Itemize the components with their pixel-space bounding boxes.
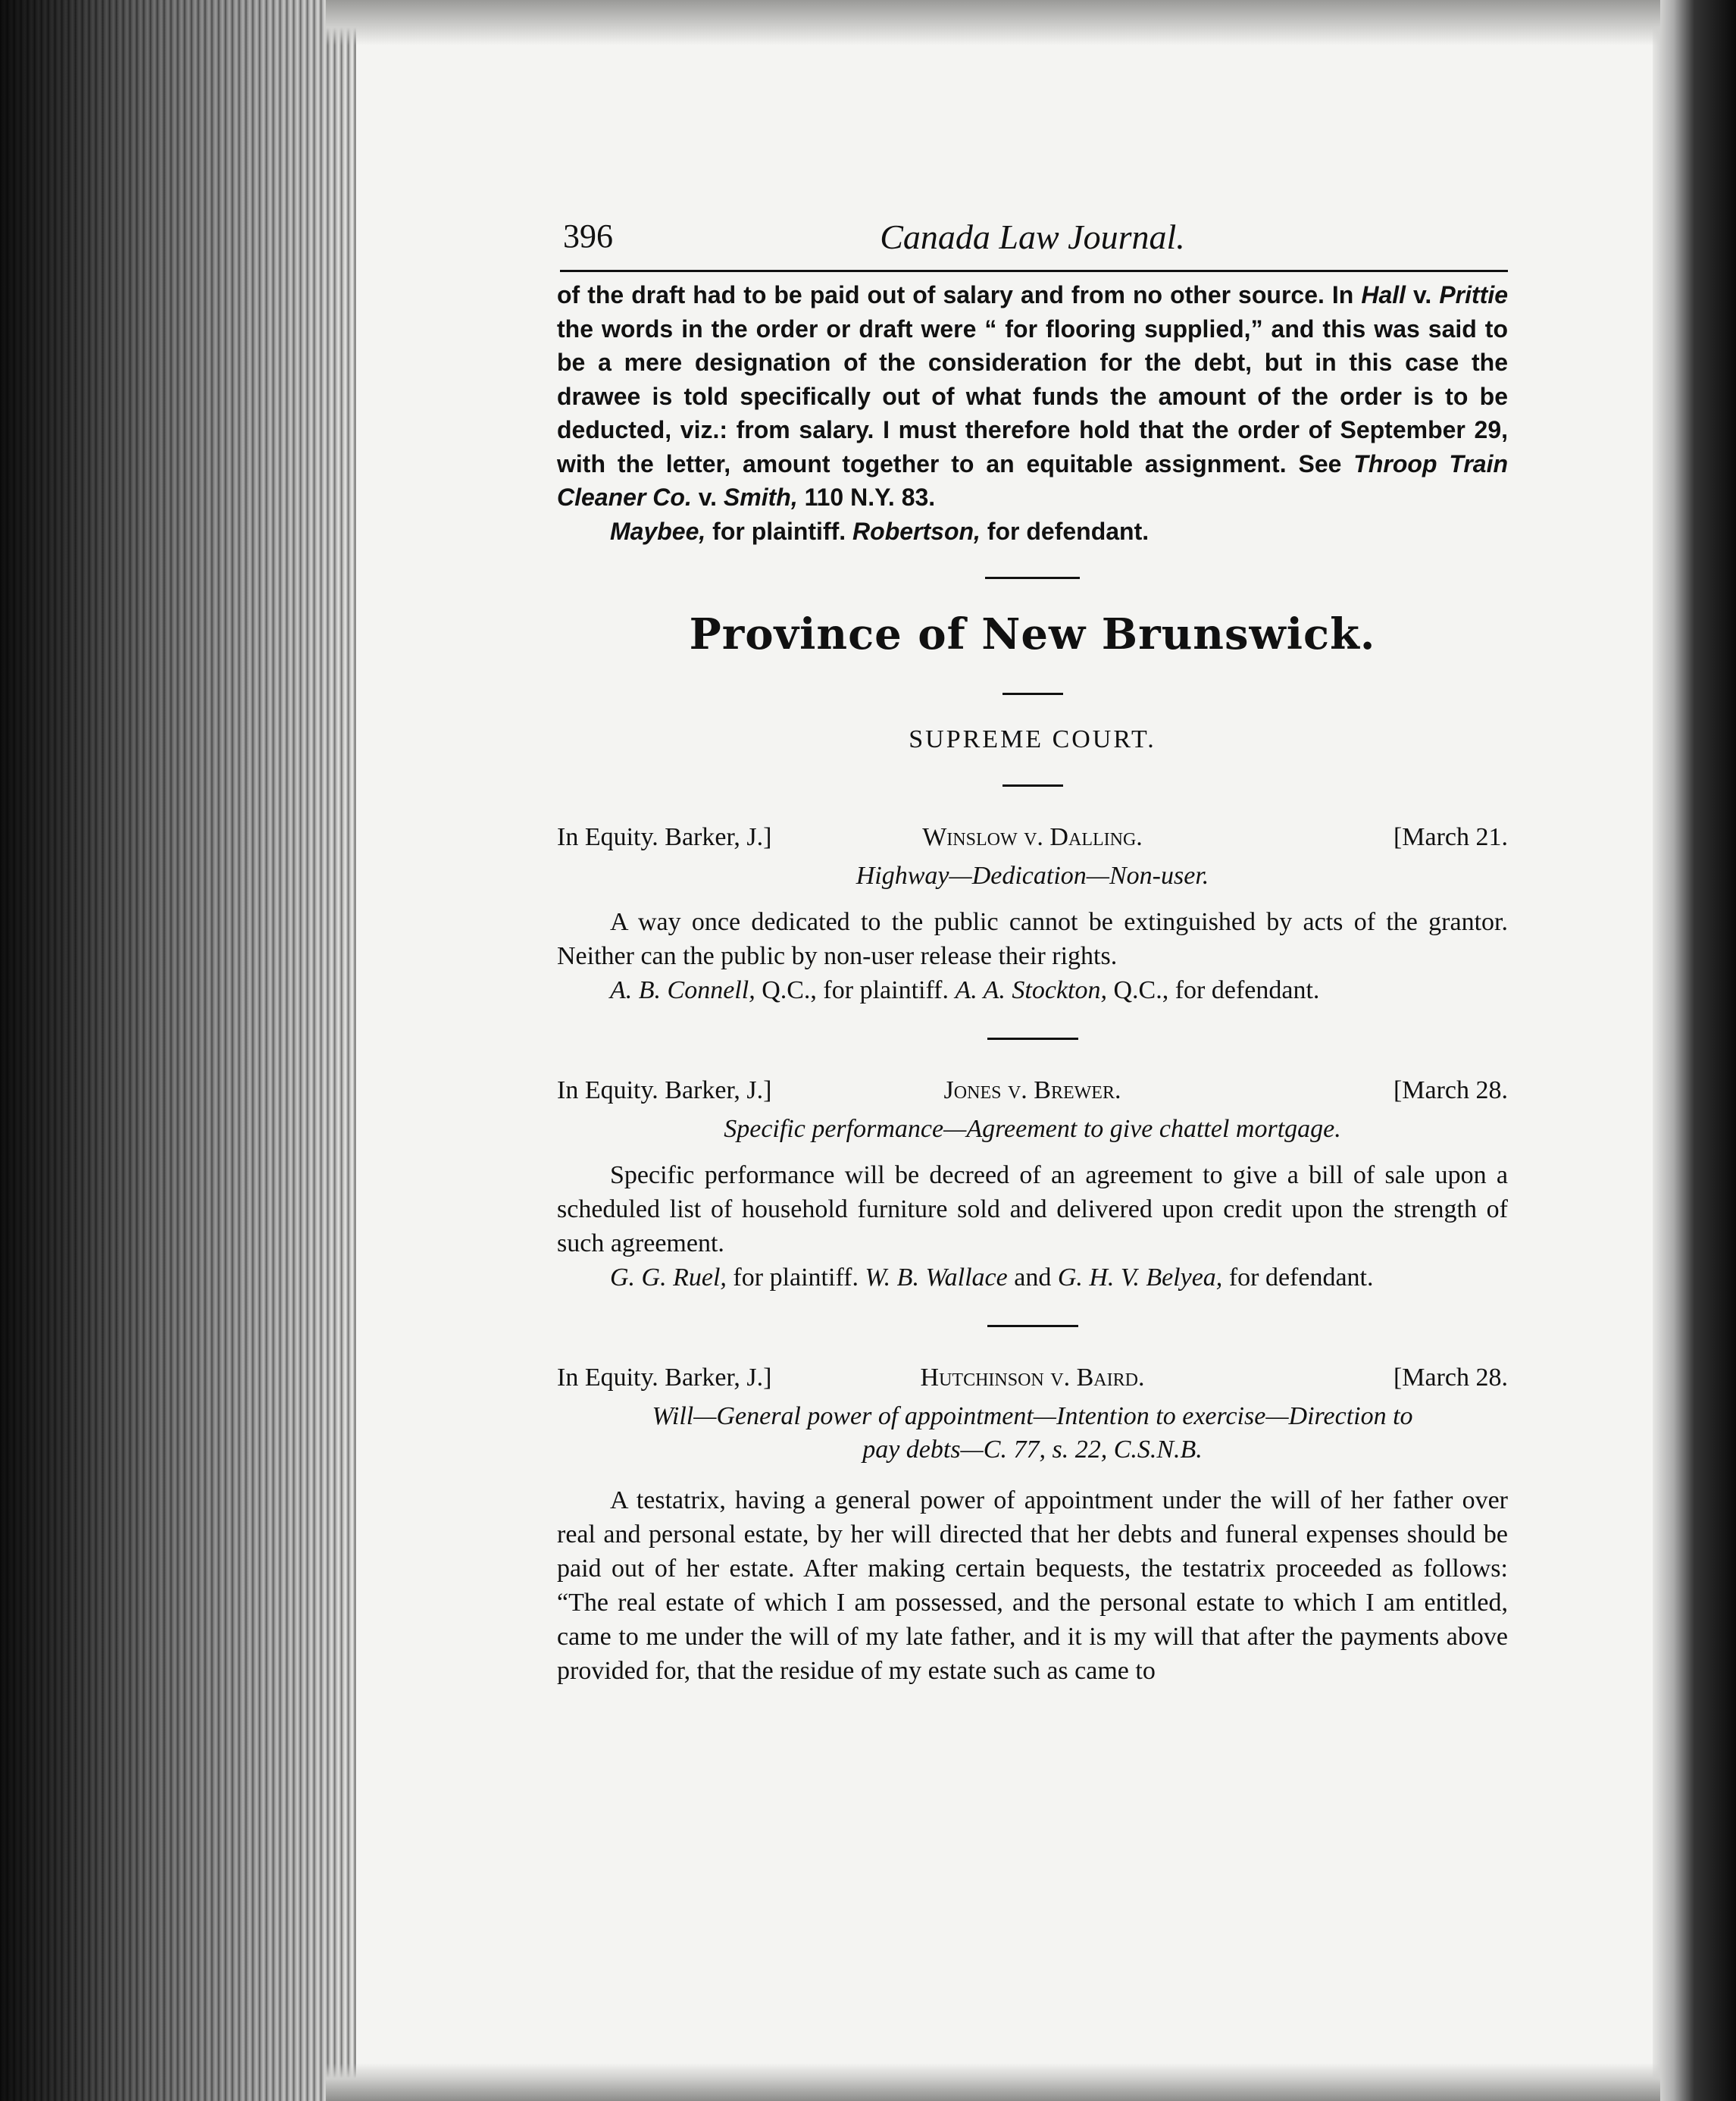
case-heading xyxy=(557,1073,1508,1108)
case-hutchinson xyxy=(557,1360,1508,1688)
case-name-throop: Throop Train Cleaner Co. xyxy=(557,449,1509,511)
scan-edge-bottom xyxy=(326,2063,1660,2101)
case-heading xyxy=(557,820,1508,855)
scan-gutter-left xyxy=(0,0,356,2101)
case-court: In Equity. Barker, J.] xyxy=(557,1076,772,1104)
case-date: [March 28. xyxy=(1393,1364,1508,1392)
case-jones xyxy=(557,1073,1508,1295)
case-headnote: A way once dedicated to the public cannot be extinguished by acts of the grantor. Neither can the public by non-user release their rights. xyxy=(557,908,1508,970)
divider xyxy=(1003,784,1063,787)
header-rule xyxy=(560,270,1508,272)
divider xyxy=(987,1325,1078,1327)
journal-page xyxy=(557,212,1508,1688)
case-name: Jones v. Brewer. xyxy=(943,1076,1121,1104)
journal-title: Canada Law Journal. xyxy=(880,218,1185,256)
section-title-province: Province of New Brunswick. xyxy=(689,609,1376,659)
carryover-paragraph xyxy=(557,278,1508,548)
divider xyxy=(987,1038,1078,1040)
case-heading xyxy=(557,1360,1508,1395)
divider xyxy=(985,577,1080,579)
case-date: [March 28. xyxy=(1393,1076,1508,1104)
case-topic: Highway—Dedication—Non-user. xyxy=(855,862,1209,890)
case-court: In Equity. Barker, J.] xyxy=(557,1364,772,1392)
case-headnote: A testatrix, having a general power of appointment under the will of her father over real and personal estate, by her will directed that her debts and funeral expenses should be paid out of her estate. After making certain bequests, the testatrix proceeded as follows: “The real estate of which I am possessed, and the personal estate to which I am entitled, came to me under the will of my late father, and it is my will that after the payments above provided for, that the residue of my estate such as came to xyxy=(557,1486,1508,1685)
case-name-smith: Smith, xyxy=(723,484,798,511)
court-title: SUPREME COURT. xyxy=(909,725,1156,753)
divider xyxy=(1003,693,1063,695)
running-head xyxy=(557,212,1508,268)
scan-edge-top xyxy=(326,0,1660,45)
carryover-counsel: Maybee, for plaintiff. Robertson, for defendant. xyxy=(610,517,1150,545)
case-court: In Equity. Barker, J.] xyxy=(557,823,772,851)
case-counsel: A. B. Connell, Q.C., for plaintiff. A. A. Stockton, Q.C., for defendant. xyxy=(610,976,1320,1004)
case-winslow xyxy=(557,820,1508,1007)
page-number: 396 xyxy=(563,218,613,255)
case-name: Hutchinson v. Baird. xyxy=(920,1364,1145,1392)
case-topic: Will—General power of appointment—Intention to exercise—Direction to pay debts—C. 77, s. 22, C.S.N.B. xyxy=(652,1402,1413,1464)
carryover-text: of the draft had to be paid out of salary and from no other source. In Hall v. Prittie the words in the order or draft were “ for flooring supplied,” and this was said to be a mere designation of the consideration for the debt, but in this case the drawee is told specifically out of what funds the amount of the order is to be deducted, viz.: from salary. I must therefore hold that the order of September 29, with the letter, amount together to an equitable assignment. See Throop Train Cleaner Co. v. Smith, 110 N.Y. 83. xyxy=(557,281,1509,511)
case-topic: Specific performance—Agreement to give chattel mortgage. xyxy=(724,1115,1341,1143)
scan-gutter-right xyxy=(1653,0,1736,2101)
case-date: [March 21. xyxy=(1393,823,1508,851)
case-name-prittie: Prittie xyxy=(1439,281,1509,308)
case-headnote: Specific performance will be decreed of an agreement to give a bill of sale upon a scheduled list of household furniture sold and delivered upon credit upon the strength of such agreement. xyxy=(557,1161,1508,1257)
case-name: Winslow v. Dalling. xyxy=(922,823,1143,851)
case-name-hall: Hall xyxy=(1361,281,1406,308)
case-counsel: G. G. Ruel, for plaintiff. W. B. Wallace and G. H. V. Belyea, for defendant. xyxy=(610,1263,1374,1292)
